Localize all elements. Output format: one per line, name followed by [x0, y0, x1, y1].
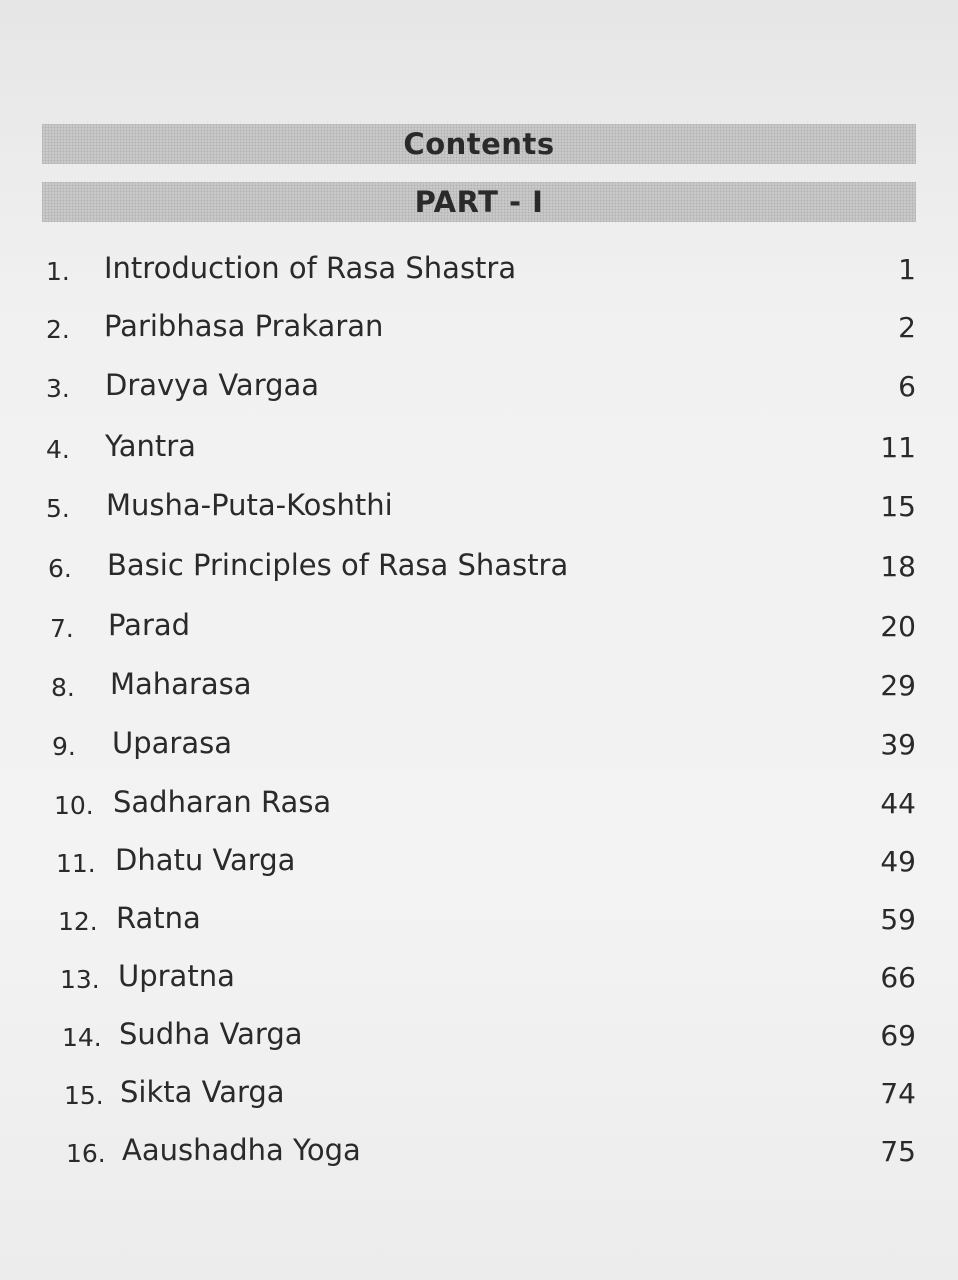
toc-row — [46, 605, 916, 645]
toc-row — [46, 1072, 916, 1112]
toc-row — [46, 723, 916, 763]
toc-number: 1. — [46, 257, 70, 286]
toc-row — [46, 956, 916, 996]
toc-number: 5. — [46, 494, 70, 523]
toc-row — [46, 306, 916, 346]
toc-number: 15. — [64, 1081, 104, 1110]
toc-title: Dravya Vargaa — [105, 368, 320, 402]
toc-number: 7. — [50, 614, 74, 643]
toc-page-number: 39 — [880, 728, 916, 761]
contents-heading: Contents — [403, 127, 555, 161]
toc-page-number: 18 — [880, 550, 916, 583]
toc-row — [46, 840, 916, 880]
toc-row — [46, 545, 916, 585]
toc-number: 13. — [60, 965, 100, 994]
toc-row — [46, 365, 916, 405]
toc-number: 11. — [56, 849, 96, 878]
toc-page-number: 74 — [880, 1077, 916, 1110]
toc-page-number: 66 — [880, 961, 916, 994]
part-heading: PART - I — [414, 185, 544, 219]
toc-number: 10. — [54, 791, 94, 820]
toc-page-number: 59 — [880, 903, 916, 936]
toc-page-number: 69 — [880, 1019, 916, 1052]
toc-page-number: 1 — [898, 253, 916, 286]
toc-title: Introduction of Rasa Shastra — [104, 251, 517, 285]
toc-title: Aaushadha Yoga — [122, 1133, 361, 1167]
toc-title: Paribhasa Prakaran — [104, 309, 384, 343]
toc-number: 12. — [58, 907, 98, 936]
toc-page-number: 2 — [898, 311, 916, 344]
toc-title: Sadharan Rasa — [113, 785, 332, 819]
toc-page-number: 49 — [880, 845, 916, 878]
toc-title: Musha-Puta-Koshthi — [106, 488, 393, 522]
toc-page-number: 15 — [880, 490, 916, 523]
toc-number: 4. — [46, 435, 70, 464]
toc-number: 9. — [52, 732, 76, 761]
toc-number: 8. — [51, 673, 75, 702]
toc-page-number: 44 — [880, 787, 916, 820]
toc-title: Ratna — [116, 901, 201, 935]
toc-title: Parad — [108, 608, 191, 642]
toc-title: Upratna — [118, 959, 235, 993]
toc-title: Uparasa — [112, 726, 232, 760]
toc-page-number: 75 — [880, 1135, 916, 1168]
toc-row — [46, 1014, 916, 1054]
toc-row — [46, 1130, 916, 1170]
toc-title: Basic Principles of Rasa Shastra — [107, 548, 569, 582]
toc-title: Sikta Varga — [120, 1075, 285, 1109]
toc-title: Maharasa — [110, 667, 252, 701]
toc-row — [46, 485, 916, 525]
toc-row — [46, 898, 916, 938]
toc-number: 3. — [46, 374, 70, 403]
toc-number: 2. — [46, 315, 70, 344]
toc-number: 14. — [62, 1023, 102, 1052]
toc-row — [46, 782, 916, 822]
toc-title: Yantra — [105, 429, 196, 463]
toc-page-number: 29 — [880, 669, 916, 702]
toc-number: 16. — [66, 1139, 106, 1168]
toc-page-number: 11 — [880, 431, 916, 464]
toc-number: 6. — [48, 554, 72, 583]
toc-page-number: 20 — [880, 610, 916, 643]
toc-row — [46, 248, 916, 288]
toc-row — [46, 664, 916, 704]
toc-title: Dhatu Varga — [115, 843, 296, 877]
toc-title: Sudha Varga — [119, 1017, 303, 1051]
toc-page-number: 6 — [898, 370, 916, 403]
toc-row — [46, 426, 916, 466]
